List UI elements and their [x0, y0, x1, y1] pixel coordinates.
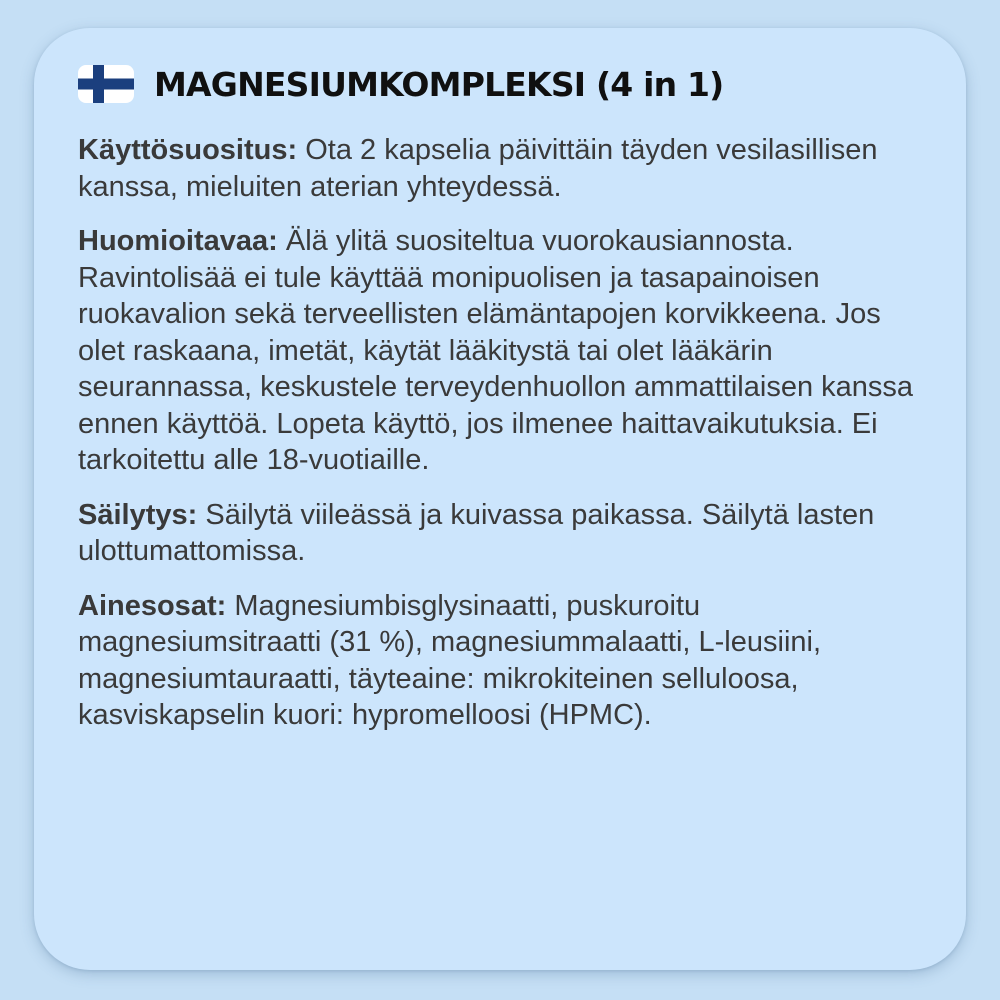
finland-flag-icon [78, 65, 134, 103]
info-card [34, 28, 966, 970]
product-title: MAGNESIUMKOMPLEKSI (4 in 1) [154, 64, 724, 104]
header [78, 58, 922, 110]
storage-text: Säilytä viileässä ja kuivassa paikassa. Säilytä lasten ulottumattomissa. [78, 498, 875, 567]
usage-label: Käyttösuositus: [78, 134, 298, 166]
warnings-section [78, 223, 922, 479]
ingredients-text: Magnesiumbisglysinaatti, puskuroitu magnesiumsitraatti (31 %), magnesiummalaatti, L-leusiini, magnesiumtauraatti, täyteaine: mikrokiteinen selluloosa, kasviskapselin kuori: hypromelloosi (HPMC). [78, 589, 822, 731]
usage-section [78, 132, 922, 205]
ingredients-section [78, 588, 922, 734]
storage-section [78, 497, 922, 570]
warnings-label: Huomioitavaa: [78, 225, 278, 257]
ingredients-label: Ainesosat: [78, 589, 227, 622]
warnings-text: Älä ylitä suositeltua vuorokausiannosta. Ravintolisää ei tule käyttää monipuolisen ja tasapainoisen ruokavalion sekä terveellisten elämäntapojen korvikkeena. Jos olet raskaana, imetät, käytät lääkitystä tai olet lääkärin seurannassa, keskustele terveydenhuollon ammattilaisen kanssa ennen käyttöä. Lopeta käyttö, jos ilmenee haittavaikutuksia. Ei tarkoitettu alle 18-vuotiaille. [78, 225, 914, 476]
usage-text: Ota 2 kapselia päivittäin täyden vesilasillisen kanssa, mieluiten aterian yhteydessä. [78, 134, 878, 203]
storage-label: Säilytys: [78, 498, 198, 531]
